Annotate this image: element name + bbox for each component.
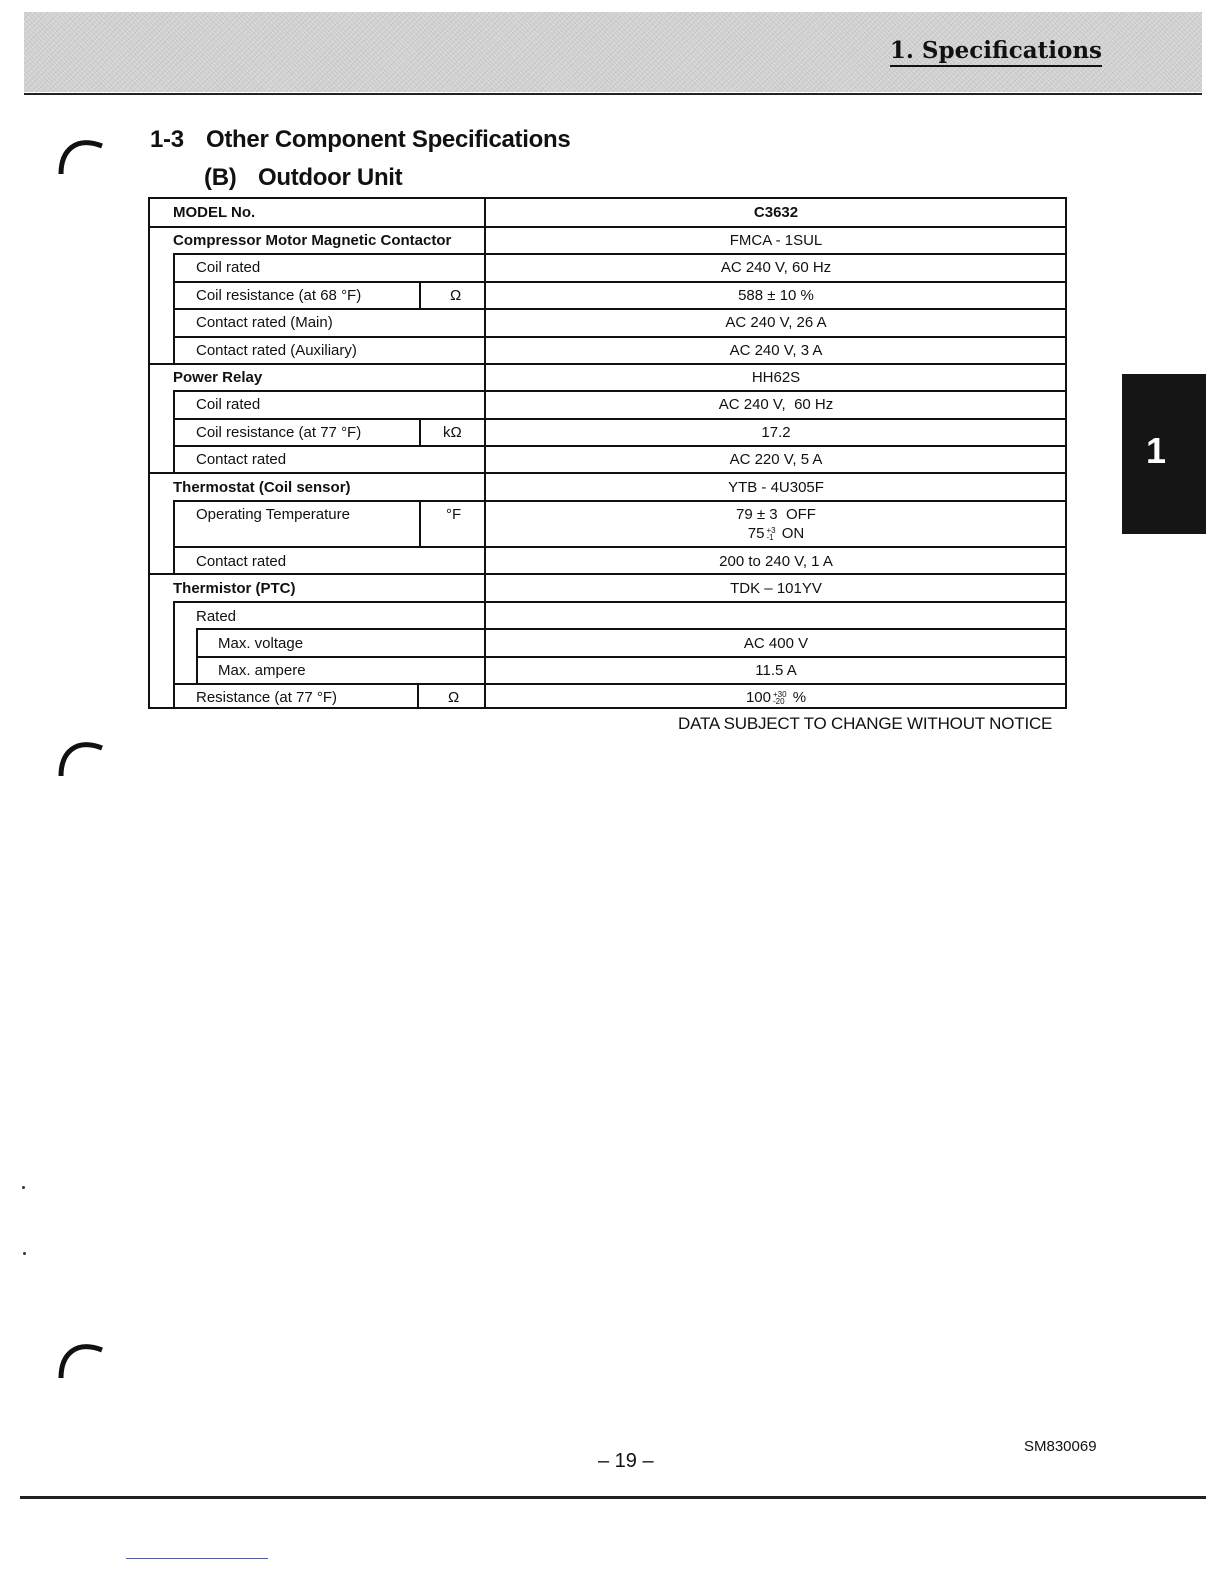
binder-hole-middle: [58, 732, 104, 778]
row-rule: [173, 281, 1067, 283]
compressor-contactor-label: Compressor Motor Magnetic Contactor: [173, 232, 452, 249]
th-resistance-main: 100: [745, 689, 771, 706]
th-max-ampere-value: 11.5 A: [755, 662, 797, 679]
row-rule: [196, 656, 1067, 658]
row-rule: [173, 445, 1067, 447]
page-number: – 19 –: [598, 1450, 654, 1472]
cmc-coil-resistance-value: 588 ± 10 %: [738, 287, 814, 304]
cmc-contact-aux-value: AC 240 V, 3 A: [729, 342, 823, 359]
ts-on-line: [485, 525, 1067, 543]
th-resistance-tolerance: [773, 691, 787, 705]
ts-contact-rated-label: Contact rated: [196, 553, 287, 570]
power-relay-value: HH62S: [751, 369, 801, 386]
row-rule: [173, 683, 1067, 685]
row-rule: [196, 628, 1067, 630]
th-rated-label: Rated: [196, 608, 237, 625]
cmc-coil-resistance-unit: Ω: [450, 287, 462, 304]
th-max-ampere-label: Max. ampere: [218, 662, 306, 679]
th-max-voltage-label: Max. voltage: [218, 635, 304, 652]
unit-rule: [417, 683, 419, 709]
change-notice: DATA SUBJECT TO CHANGE WITHOUT NOTICE: [678, 714, 1053, 733]
section-heading: Other Component Specifications: [206, 126, 571, 153]
spec-table: [148, 197, 1067, 709]
subsection-title: [204, 164, 402, 192]
ts-on-state: ON: [781, 525, 805, 542]
compressor-contactor-value: FMCA - 1SUL: [729, 232, 823, 249]
ts-operating-temp-unit: °F: [446, 506, 462, 523]
row-rule: [173, 601, 1067, 603]
pr-coil-resistance-unit: kΩ: [443, 424, 462, 441]
thermistor-label: Thermistor (PTC): [173, 580, 296, 597]
scan-mark-line: [126, 1558, 268, 1559]
unit-rule: [419, 281, 421, 308]
cmc-coil-rated-label: Coil rated: [196, 259, 261, 276]
document-code: SM830069: [1024, 1438, 1097, 1455]
th-max-voltage-value: AC 400 V: [743, 635, 809, 652]
chapter-tab: [1122, 374, 1206, 534]
row-rule: [150, 363, 1067, 365]
scan-speck: [23, 1252, 26, 1255]
binder-hole-bottom: [58, 1334, 104, 1380]
binder-hole-top: [58, 130, 104, 176]
ts-on-tol-upper: +3: [766, 526, 776, 536]
scan-speck: [22, 1186, 25, 1189]
row-rule: [150, 573, 1067, 575]
indent-rule: [173, 253, 175, 363]
cmc-contact-main-label: Contact rated (Main): [196, 314, 333, 331]
row-rule: [173, 390, 1067, 392]
pr-coil-resistance-value: 17.2: [761, 424, 791, 441]
chapter-tab-number: 1: [1146, 430, 1167, 471]
subsection-heading: Outdoor Unit: [258, 164, 403, 191]
ts-off-state: OFF: [785, 506, 816, 523]
cmc-coil-resistance-label: Coil resistance (at 68 °F): [196, 287, 362, 304]
row-rule: [150, 226, 1067, 228]
ts-off-temp: 79 ± 3: [736, 506, 778, 523]
thermistor-value: TDK – 101YV: [730, 580, 822, 597]
footer-rule: [20, 1496, 1206, 1499]
model-value: C3632: [753, 204, 799, 221]
ts-contact-rated-value: 200 to 240 V, 1 A: [719, 553, 833, 570]
header-title: 1. Specifications: [890, 38, 1102, 67]
cmc-contact-main-value: AC 240 V, 26 A: [725, 314, 827, 331]
ts-operating-temp-label: Operating Temperature: [196, 506, 350, 523]
ts-off-line: [485, 506, 1067, 524]
header-rule: [24, 93, 1202, 95]
ts-on-tol-lower: -1: [766, 533, 774, 543]
model-label: MODEL No.: [173, 204, 256, 221]
th-resistance-value: [485, 689, 1067, 707]
ts-on-tolerance: [766, 527, 775, 541]
indent-rule: [196, 628, 198, 683]
pr-coil-rated-label: Coil rated: [196, 396, 261, 413]
row-rule: [173, 336, 1067, 338]
section-number: 1-3: [150, 126, 184, 153]
unit-rule: [419, 418, 421, 445]
indent-rule: [173, 390, 175, 472]
pr-contact-rated-value: AC 220 V, 5 A: [729, 451, 823, 468]
thermostat-value: YTB - 4U305F: [728, 479, 824, 496]
subsection-number: (B): [204, 164, 237, 191]
indent-rule: [173, 601, 175, 709]
section-title: [150, 126, 570, 154]
cmc-contact-aux-label: Contact rated (Auxiliary): [196, 342, 357, 359]
pr-coil-resistance-label: Coil resistance (at 77 °F): [196, 424, 362, 441]
th-res-tol-upper: +30: [772, 690, 787, 700]
th-resistance-label: Resistance (at 77 °F): [196, 689, 338, 706]
row-rule: [150, 472, 1067, 474]
pr-contact-rated-label: Contact rated: [196, 451, 287, 468]
unit-rule: [419, 500, 421, 546]
row-rule: [173, 546, 1067, 548]
row-rule: [173, 308, 1067, 310]
row-rule: [173, 418, 1067, 420]
th-res-tol-lower: -20: [772, 697, 785, 707]
th-resistance-unit: Ω: [448, 689, 460, 706]
cmc-coil-rated-value: AC 240 V, 60 Hz: [720, 259, 832, 276]
pr-coil-rated-value: AC 240 V, 60 Hz: [718, 396, 834, 413]
power-relay-label: Power Relay: [173, 369, 263, 386]
indent-rule: [173, 500, 175, 573]
ts-on-temp: 75: [747, 525, 765, 542]
th-resistance-pct: %: [792, 689, 807, 706]
thermostat-label: Thermostat (Coil sensor): [173, 479, 351, 496]
row-rule: [173, 500, 1067, 502]
row-rule: [173, 253, 1067, 255]
